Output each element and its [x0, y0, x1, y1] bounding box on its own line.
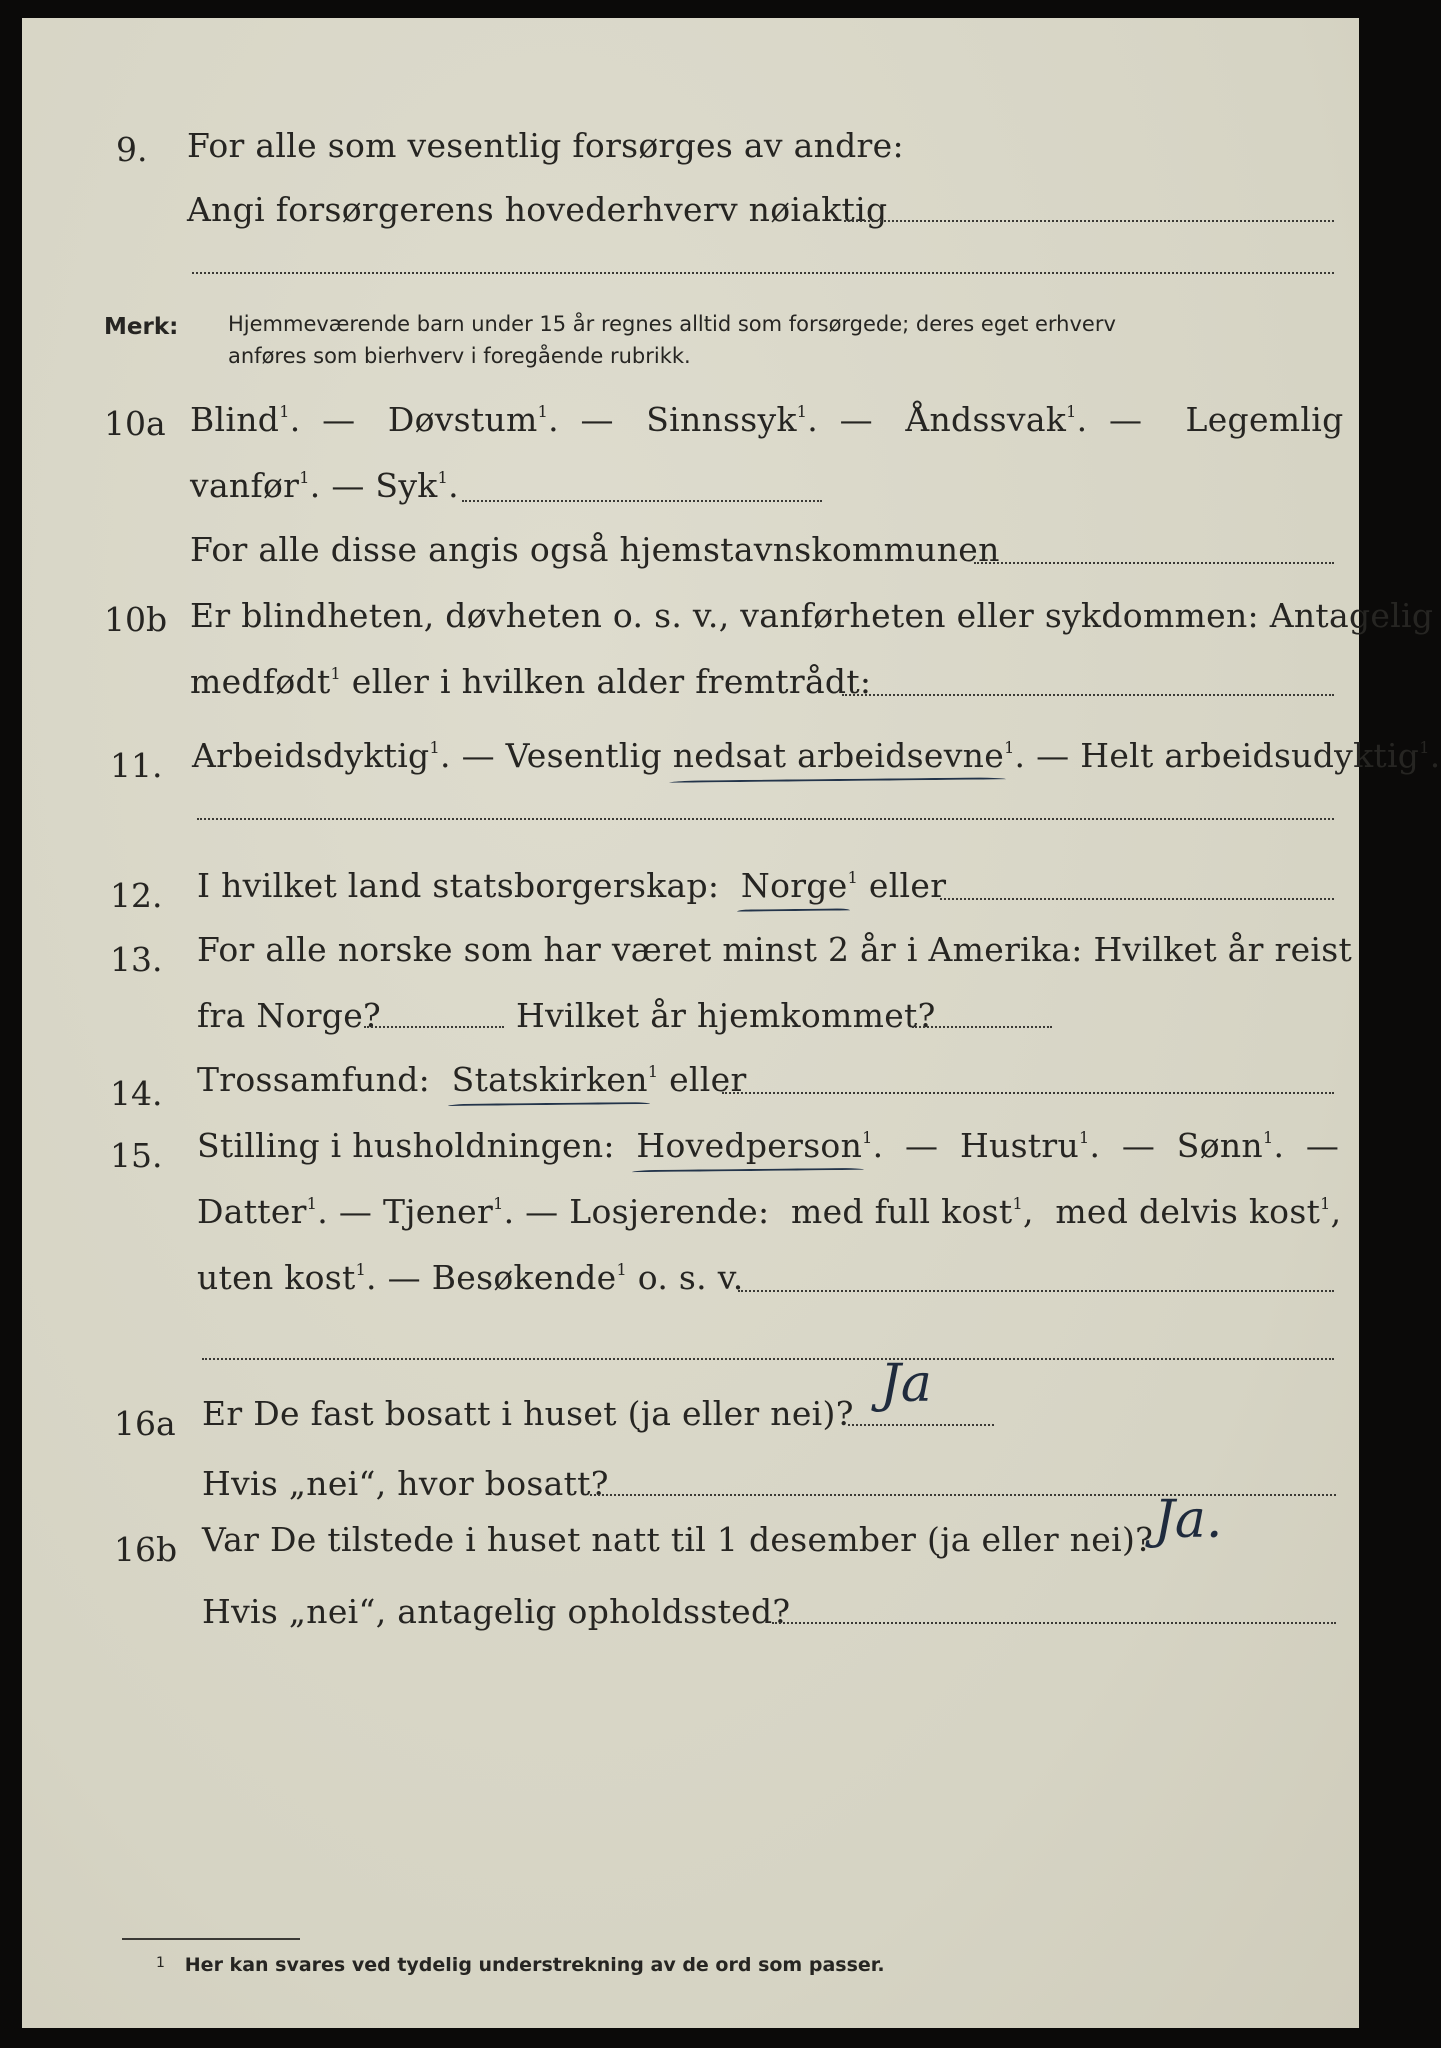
merk-line1: Hjemmeværende barn under 15 år regnes alltid som forsørgede; deres eget erhverv	[228, 312, 1116, 336]
q10a-hjemstavn-line[interactable]	[974, 562, 1334, 564]
punct: —	[839, 400, 873, 439]
punct: —	[905, 1126, 939, 1165]
punct: —	[1121, 1126, 1156, 1165]
option-losjerende: Losjerende:	[569, 1192, 770, 1231]
census-form-page	[22, 18, 1441, 2028]
q13-line2b: Hvilket år hjemkommet?	[516, 996, 936, 1035]
q10a-line2	[190, 466, 459, 505]
footnote-mark: 1	[156, 1955, 165, 1971]
q13-number: 13.	[110, 940, 163, 979]
q12-number: 12.	[110, 876, 163, 915]
punct: .	[548, 400, 559, 439]
punct: —	[338, 1192, 373, 1231]
q16a-line1: Er De fast bosatt i huset (ja eller nei)?	[202, 1394, 854, 1433]
footnote-text: Her kan svares ved tydelig understrekning av de ord som passer.	[184, 1954, 885, 1976]
option-arbeidsdyktig[interactable]: Arbeidsdyktig	[192, 736, 430, 775]
q15-osv: o. s. v.	[637, 1258, 744, 1297]
q15-number: 15.	[110, 1136, 163, 1175]
q16a-answer-line[interactable]	[848, 1424, 994, 1426]
q14-line	[197, 1060, 747, 1099]
option-sonn[interactable]: Sønn	[1176, 1126, 1263, 1165]
q15-text: Stilling i husholdningen:	[197, 1126, 615, 1165]
footnote-ref: 1	[1079, 1128, 1090, 1147]
punct: .	[1014, 736, 1026, 775]
footnote-ref: 1	[1066, 402, 1077, 421]
punct: .	[872, 1126, 884, 1165]
option-andssvak[interactable]: Åndssvak	[905, 400, 1067, 439]
punct: .	[807, 400, 819, 439]
q9-line1: For alle som vesentlig forsørges av andre:	[187, 126, 904, 165]
q16b-number: 16b	[114, 1530, 178, 1569]
punct: .	[317, 1192, 329, 1231]
footnote-rule	[122, 1938, 300, 1940]
footnote-ref: 1	[616, 1260, 627, 1279]
footnote-ref: 1	[1419, 738, 1430, 757]
q15-line2: Datter$^1$. — Tjener$^1$. — Losjerende: med full kost$^1$, med delvis kost$^1$,	[197, 1192, 1342, 1231]
punct: .	[366, 1258, 377, 1297]
q16b-line1: Var De tilstede i huset natt til 1 desember (ja eller nei)?	[202, 1520, 1154, 1559]
q9-line2: Angi forsørgerens hovederhverv nøiaktig	[187, 190, 888, 229]
q10a-line3: For alle disse angis også hjemstavnskommunen	[190, 530, 1000, 569]
q10b-number: 10b	[104, 600, 168, 639]
q15-line1	[197, 1126, 1339, 1165]
q15-answer-line[interactable]	[738, 1290, 1334, 1292]
q10a-number: 10a	[104, 404, 166, 443]
punct: —	[1305, 1126, 1340, 1165]
footnote-ref: 1	[306, 1194, 318, 1213]
option-uten-kost[interactable]: uten kost	[197, 1258, 356, 1297]
merk-label: Merk:	[104, 314, 179, 340]
q14-answer-line[interactable]	[722, 1092, 1334, 1094]
punct: —	[1109, 400, 1143, 439]
option-dovstum[interactable]: Døvstum	[387, 400, 538, 439]
q9-number: 9.	[116, 130, 148, 169]
option-blind[interactable]: Blind	[190, 400, 280, 439]
footnote-ref: 1	[1262, 1128, 1274, 1147]
option-tjener[interactable]: Tjener	[382, 1192, 494, 1231]
punct: .	[1076, 400, 1088, 439]
q12-answer-line[interactable]	[940, 898, 1334, 900]
footnote-ref: 1	[796, 402, 808, 421]
q10b-text: eller i hvilken alder fremtrådt:	[351, 662, 872, 701]
punct: —	[580, 400, 614, 439]
q16b-handwritten-answer: Ja.	[1154, 1490, 1223, 1550]
option-helt-arbeidsudyktig[interactable]: Helt arbeidsudyktig	[1080, 736, 1420, 775]
footnote-ref: 1	[647, 1062, 659, 1081]
footnote-ref: 1	[847, 868, 859, 887]
q14-text: Trossamfund:	[197, 1060, 431, 1099]
q11-answer-line[interactable]	[197, 818, 1334, 820]
footnote-ref: 1	[537, 402, 549, 421]
q10b-line1: Er blindheten, døvheten o. s. v., vanførheten eller sykdommen: Antagelig	[190, 596, 1434, 635]
punct: .	[448, 466, 459, 505]
punct: —	[1036, 736, 1070, 775]
q15-line3	[197, 1258, 744, 1297]
punct: —	[322, 400, 356, 439]
q16b-line2: Hvis „nei“, antagelig opholdssted?	[202, 1592, 791, 1631]
q10a-line1	[190, 400, 1344, 439]
q11-vesentlig: Vesentlig	[505, 736, 662, 775]
q11-number: 11.	[110, 746, 163, 785]
footnote-ref: 1	[1004, 738, 1015, 757]
option-medfodt[interactable]: medfødt	[190, 662, 331, 701]
q13-line2a: fra Norge?	[197, 996, 382, 1035]
punct: —	[525, 1192, 559, 1231]
q13-hjemkommet-line[interactable]	[912, 1026, 1052, 1028]
footnote-ref: 1	[355, 1260, 367, 1279]
punct: .	[1273, 1126, 1285, 1165]
q15-answer-line-2[interactable]	[202, 1358, 1334, 1360]
punct: .	[439, 736, 451, 775]
q16a-handwritten-answer: Ja	[880, 1354, 932, 1414]
punct: .	[309, 466, 321, 505]
option-hovedperson[interactable]: Hovedperson	[636, 1126, 863, 1165]
punct: —	[387, 1258, 421, 1297]
footnote-ref: 1	[1320, 1194, 1331, 1213]
punct: .	[1089, 1126, 1101, 1165]
q16a-bosatt-line[interactable]	[590, 1494, 1336, 1496]
footnote-ref: 1	[493, 1194, 504, 1213]
q14-eller: eller	[669, 1060, 747, 1099]
option-hustru[interactable]: Hustru	[959, 1126, 1079, 1165]
q9-answer-line[interactable]	[844, 220, 1334, 222]
option-sinnssyk[interactable]: Sinnssyk	[646, 400, 797, 439]
punct: —	[461, 736, 495, 775]
option-datter[interactable]: Datter	[197, 1192, 307, 1231]
q12-eller: eller	[868, 866, 947, 905]
punct: .	[503, 1192, 515, 1231]
q16a-line2: Hvis „nei“, hvor bosatt?	[202, 1464, 609, 1503]
option-full-kost[interactable]: med full kost	[790, 1192, 1013, 1231]
footnote-ref: 1	[437, 468, 449, 487]
option-vanfor[interactable]: vanfør	[190, 466, 300, 505]
punct: —	[331, 466, 365, 505]
q10b-answer-line[interactable]	[842, 694, 1334, 696]
q11-line	[192, 736, 1441, 775]
footnote-ref: 1	[1012, 1194, 1023, 1213]
q14-number: 14.	[110, 1074, 163, 1113]
option-nedsat-arbeidsevne[interactable]: nedsat arbeidsevne	[672, 736, 1005, 775]
footnote-ref: 1	[862, 1128, 873, 1147]
option-delvis-kost[interactable]: med delvis kost	[1055, 1192, 1321, 1231]
q9-answer-line-2[interactable]	[192, 272, 1334, 274]
q12-text: I hvilket land statsborgerskap:	[197, 866, 720, 905]
footnote-ref: 1	[279, 402, 290, 421]
q12-line	[197, 866, 946, 905]
option-syk[interactable]: Syk	[375, 466, 438, 505]
q13-reist-line[interactable]	[364, 1026, 504, 1028]
q16b-opholdssted-line[interactable]	[772, 1622, 1336, 1624]
q13-line1: For alle norske som har været minst 2 år i Amerika: Hvilket år reist	[197, 930, 1353, 969]
footnote-ref: 1	[299, 468, 310, 487]
option-statskirken[interactable]: Statskirken	[451, 1060, 648, 1099]
option-besokende[interactable]: Besøkende	[431, 1258, 617, 1297]
merk-line2: anføres som bierhverv i foregående rubrikk.	[228, 344, 691, 368]
q16a-number: 16a	[114, 1404, 176, 1443]
q10b-line2	[190, 662, 871, 701]
footnote-ref: 1	[429, 738, 440, 757]
q10a-answer-line[interactable]	[462, 500, 822, 502]
punct: .	[1429, 736, 1441, 775]
footnote-ref: 1	[330, 664, 341, 683]
footnote	[156, 1954, 885, 1976]
option-norge[interactable]: Norge	[740, 866, 848, 905]
punct: .	[289, 400, 301, 439]
option-legemlig[interactable]: Legemlig	[1185, 400, 1344, 439]
